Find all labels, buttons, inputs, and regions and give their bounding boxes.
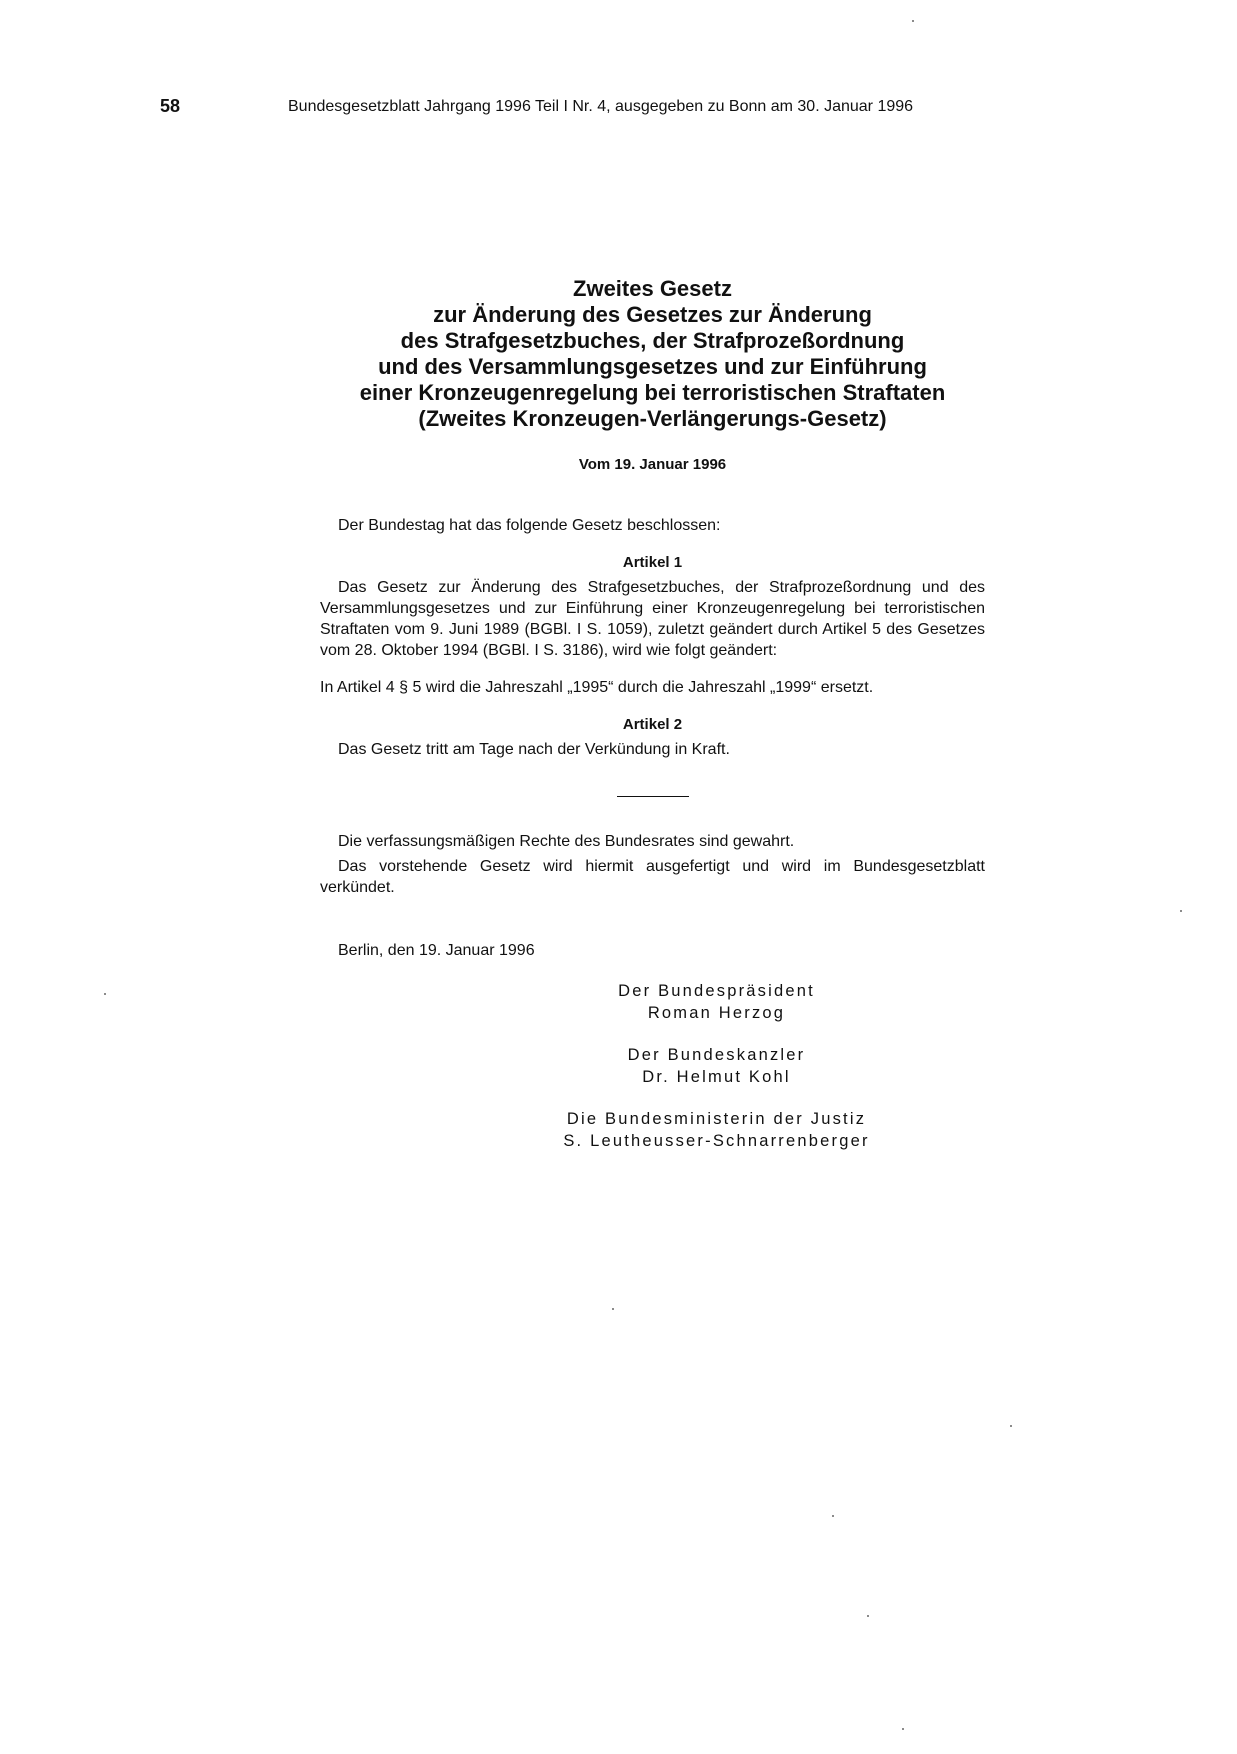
signature-block bbox=[384, 1108, 1049, 1152]
signature-block bbox=[384, 980, 1049, 1024]
title-line: zur Änderung des Gesetzes zur Änderung bbox=[433, 302, 872, 327]
signatory-name: Dr. Helmut Kohl bbox=[642, 1068, 791, 1086]
signatures bbox=[384, 980, 1049, 1152]
signatory-role: Der Bundeskanzler bbox=[627, 1046, 806, 1064]
title-line: einer Kronzeugenregelung bei terroristischen Straftaten bbox=[359, 380, 946, 405]
running-head: Bundesgesetzblatt Jahrgang 1996 Teil I Nr. 4, ausgegeben zu Bonn am 30. Januar 1996 bbox=[288, 98, 914, 115]
article-1-heading: Artikel 1 bbox=[622, 554, 683, 571]
scan-speck bbox=[912, 20, 914, 22]
page-header bbox=[160, 96, 1080, 120]
law-text-column bbox=[320, 276, 985, 1152]
scan-speck bbox=[867, 1615, 869, 1617]
page-number: 58 bbox=[160, 96, 181, 116]
signatory-role: Die Bundesministerin der Justiz bbox=[566, 1110, 867, 1128]
section-divider bbox=[617, 796, 689, 797]
article-2-text: Das Gesetz tritt am Tage nach der Verkündung in Kraft. bbox=[338, 741, 730, 758]
signatory-name: Roman Herzog bbox=[647, 1004, 786, 1022]
enacting-clause: Der Bundestag hat das folgende Gesetz beschlossen: bbox=[338, 517, 721, 534]
scan-speck bbox=[902, 1728, 904, 1730]
promulgation-note: Das vorstehende Gesetz wird hiermit ausgefertigt und wird im Bundesgesetzblatt verkündet. bbox=[320, 858, 985, 896]
scan-speck bbox=[832, 1515, 834, 1517]
signatory-role: Der Bundespräsident bbox=[618, 982, 815, 1000]
article-1-text: Das Gesetz zur Änderung des Strafgesetzbuches, der Strafprozeßordnung und des Versammlungsgesetzes und zur Einführung einer Kronzeugenregelung bei terroristischen Straftaten vom 9. Juni 1989 (BGBl. I S. 1059), zuletzt geändert durch Artikel 5 des Gesetzes vom 28. Oktober 1994 (BGBl. I S. 3186), wird wie folgt geändert: bbox=[320, 579, 985, 659]
scan-speck bbox=[1010, 1425, 1012, 1427]
scan-speck bbox=[1180, 910, 1182, 912]
article-2-heading: Artikel 2 bbox=[622, 716, 683, 733]
bundesrat-rights-note: Die verfassungsmäßigen Rechte des Bundesrates sind gewahrt. bbox=[338, 833, 795, 850]
title-line: (Zweites Kronzeugen-Verlängerungs-Gesetz) bbox=[418, 406, 887, 431]
scan-speck bbox=[612, 1308, 614, 1310]
signatory-name: S. Leutheusser-Schnarrenberger bbox=[563, 1132, 870, 1150]
title-line: und des Versammlungsgesetzes und zur Einführung bbox=[378, 354, 927, 379]
title-line: Zweites Gesetz bbox=[573, 276, 732, 301]
scan-speck bbox=[104, 993, 106, 995]
law-title bbox=[320, 276, 985, 432]
title-line: des Strafgesetzbuches, der Strafprozeßordnung bbox=[400, 328, 905, 353]
signature-block bbox=[384, 1044, 1049, 1088]
place-and-date: Berlin, den 19. Januar 1996 bbox=[338, 942, 535, 959]
enactment-date: Vom 19. Januar 1996 bbox=[578, 456, 727, 473]
article-1-amendment: In Artikel 4 § 5 wird die Jahreszahl „1995“ durch die Jahreszahl „1999“ ersetzt. bbox=[320, 679, 874, 696]
